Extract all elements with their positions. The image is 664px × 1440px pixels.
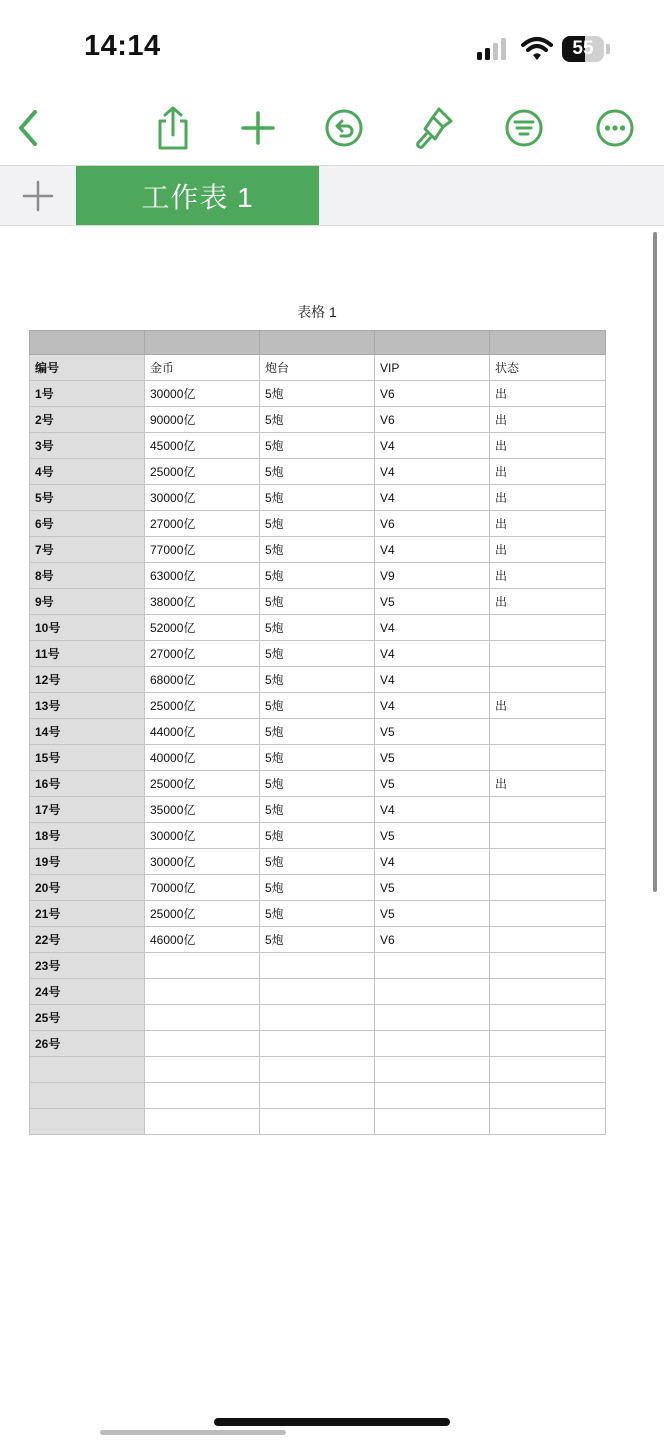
row-header-cell[interactable]: 18号 [30, 823, 145, 849]
table-cell[interactable]: V4 [375, 433, 490, 459]
table-cell[interactable]: V4 [375, 693, 490, 719]
row-header-cell[interactable]: 2号 [30, 407, 145, 433]
table-row[interactable] [30, 381, 606, 407]
table-cell[interactable]: 出 [490, 433, 606, 459]
add-button[interactable] [230, 95, 286, 161]
battery-indicator [562, 36, 610, 62]
table-row[interactable] [30, 719, 606, 745]
table-cell[interactable]: 出 [490, 693, 606, 719]
table-row[interactable] [30, 537, 606, 563]
table-cell[interactable]: 5炮 [260, 771, 375, 797]
table-cell[interactable]: V5 [375, 823, 490, 849]
format-button[interactable] [406, 95, 462, 161]
table-cell[interactable] [490, 745, 606, 771]
share-icon [153, 105, 193, 151]
table-row[interactable] [30, 563, 606, 589]
table-row[interactable] [30, 849, 606, 875]
table-cell[interactable]: 77000亿 [145, 537, 260, 563]
table-cell[interactable]: 30000亿 [145, 485, 260, 511]
table-row[interactable] [30, 901, 606, 927]
table-cell[interactable]: V4 [375, 849, 490, 875]
share-button[interactable] [145, 95, 201, 161]
table-cell[interactable]: 出 [490, 511, 606, 537]
header-cell[interactable]: 状态 [490, 355, 606, 381]
table-cell[interactable] [260, 1005, 375, 1031]
table-cell[interactable] [260, 1083, 375, 1109]
table-cell[interactable]: 35000亿 [145, 797, 260, 823]
table-cell[interactable]: 出 [490, 563, 606, 589]
table-row[interactable] [30, 1057, 606, 1083]
table-cell[interactable]: 25000亿 [145, 771, 260, 797]
row-header-cell[interactable]: 8号 [30, 563, 145, 589]
column-header[interactable] [260, 331, 375, 355]
table-cell[interactable] [145, 1109, 260, 1135]
table-row[interactable] [30, 433, 606, 459]
table-cell[interactable]: 70000亿 [145, 875, 260, 901]
row-header-cell[interactable]: 1号 [30, 381, 145, 407]
table-row[interactable] [30, 641, 606, 667]
row-header-cell[interactable]: 9号 [30, 589, 145, 615]
row-header-cell[interactable]: 10号 [30, 615, 145, 641]
table-cell[interactable] [375, 953, 490, 979]
table-cell[interactable]: 5炮 [260, 745, 375, 771]
table-cell[interactable]: 出 [490, 589, 606, 615]
table-cell[interactable] [490, 1057, 606, 1083]
table-cell[interactable] [490, 615, 606, 641]
table-cell[interactable] [260, 1031, 375, 1057]
table-cell[interactable]: 5炮 [260, 433, 375, 459]
tab-sheet-1[interactable]: 工作表 1 [76, 166, 319, 225]
table-cell[interactable] [490, 1005, 606, 1031]
table-cell[interactable]: 5炮 [260, 589, 375, 615]
table-cell[interactable] [145, 979, 260, 1005]
table-cell[interactable]: 5炮 [260, 537, 375, 563]
table-row[interactable] [30, 407, 606, 433]
row-header-cell[interactable] [30, 1057, 145, 1083]
table-cell[interactable]: V4 [375, 615, 490, 641]
table-cell[interactable]: 5炮 [260, 381, 375, 407]
table-cell[interactable]: 5炮 [260, 615, 375, 641]
table-cell[interactable]: 5炮 [260, 641, 375, 667]
table-cell[interactable]: V5 [375, 771, 490, 797]
table-cell[interactable]: 出 [490, 771, 606, 797]
table-cell[interactable]: 90000亿 [145, 407, 260, 433]
table-cell[interactable] [490, 1083, 606, 1109]
table-cell[interactable]: 5炮 [260, 849, 375, 875]
table-cell[interactable]: 5炮 [260, 407, 375, 433]
table-cell[interactable]: V4 [375, 641, 490, 667]
organize-filter-icon [504, 108, 544, 148]
table-cell[interactable]: 5炮 [260, 563, 375, 589]
table-row[interactable] [30, 1083, 606, 1109]
table-title: 表格 1 [297, 304, 337, 320]
table-cell[interactable]: 68000亿 [145, 667, 260, 693]
table-cell[interactable] [375, 1109, 490, 1135]
table-row[interactable] [30, 979, 606, 1005]
row-header-cell[interactable] [30, 1083, 145, 1109]
row-header-cell[interactable]: 20号 [30, 875, 145, 901]
sheet-tab-bar [0, 166, 664, 226]
table-cell[interactable]: 5炮 [260, 719, 375, 745]
table-cell[interactable] [490, 641, 606, 667]
table-cell[interactable]: V9 [375, 563, 490, 589]
table-row[interactable] [30, 797, 606, 823]
horizontal-scrollbar [100, 1430, 286, 1435]
header-cell[interactable]: 编号 [30, 355, 145, 381]
row-header-cell[interactable]: 19号 [30, 849, 145, 875]
table-cell[interactable] [145, 1005, 260, 1031]
home-indicator [214, 1418, 450, 1426]
table-cell[interactable] [490, 719, 606, 745]
row-header-cell[interactable]: 25号 [30, 1005, 145, 1031]
table-cell[interactable] [375, 1057, 490, 1083]
table-cell[interactable]: 5炮 [260, 797, 375, 823]
table-cell[interactable]: 5炮 [260, 875, 375, 901]
row-header-cell[interactable]: 3号 [30, 433, 145, 459]
table-row[interactable] [30, 485, 606, 511]
table-cell[interactable]: 5炮 [260, 927, 375, 953]
table-cell[interactable]: 5炮 [260, 667, 375, 693]
row-header-cell[interactable]: 21号 [30, 901, 145, 927]
back-chevron-icon [15, 108, 41, 148]
table-cell[interactable]: 出 [490, 459, 606, 485]
table-cell[interactable]: 40000亿 [145, 745, 260, 771]
table-cell[interactable]: V4 [375, 537, 490, 563]
table-row[interactable] [30, 927, 606, 953]
row-header-cell[interactable]: 13号 [30, 693, 145, 719]
table-cell[interactable] [145, 1057, 260, 1083]
table-cell[interactable]: V5 [375, 901, 490, 927]
header-cell[interactable]: VIP [375, 355, 490, 381]
table-cell[interactable]: 46000亿 [145, 927, 260, 953]
header-cell[interactable]: 金币 [145, 355, 260, 381]
more-icon [595, 108, 635, 148]
table-cell[interactable]: 30000亿 [145, 381, 260, 407]
table-cell[interactable]: 44000亿 [145, 719, 260, 745]
table-row[interactable] [30, 771, 606, 797]
table-cell[interactable]: V5 [375, 719, 490, 745]
vertical-scrollbar[interactable] [653, 232, 657, 892]
column-header[interactable] [145, 331, 260, 355]
table-cell[interactable]: 5炮 [260, 693, 375, 719]
back-button[interactable] [0, 95, 56, 161]
cellular-signal-icon [477, 38, 509, 60]
table-cell[interactable]: 5炮 [260, 459, 375, 485]
table-row[interactable] [30, 511, 606, 537]
table-row[interactable] [30, 1031, 606, 1057]
row-header-cell[interactable]: 11号 [30, 641, 145, 667]
table-cell[interactable]: 5炮 [260, 823, 375, 849]
table-cell[interactable] [260, 1057, 375, 1083]
table-cell[interactable] [145, 953, 260, 979]
table-cell[interactable]: 52000亿 [145, 615, 260, 641]
table-cell[interactable] [375, 1031, 490, 1057]
row-header-cell[interactable]: 17号 [30, 797, 145, 823]
table-cell[interactable]: V4 [375, 797, 490, 823]
wifi-icon [521, 36, 553, 62]
table-cell[interactable]: 30000亿 [145, 823, 260, 849]
row-header-cell[interactable]: 14号 [30, 719, 145, 745]
table-row[interactable] [30, 1005, 606, 1031]
table-cell[interactable] [490, 823, 606, 849]
row-header-cell[interactable]: 4号 [30, 459, 145, 485]
table-cell[interactable] [260, 953, 375, 979]
table-cell[interactable]: V5 [375, 875, 490, 901]
table-cell[interactable]: 27000亿 [145, 511, 260, 537]
table-cell[interactable]: V4 [375, 459, 490, 485]
table-cell[interactable]: 27000亿 [145, 641, 260, 667]
row-header-cell[interactable]: 12号 [30, 667, 145, 693]
status-bar [0, 0, 664, 95]
table-cell[interactable]: V6 [375, 511, 490, 537]
table-row[interactable] [30, 459, 606, 485]
row-header-cell[interactable]: 22号 [30, 927, 145, 953]
row-header-cell[interactable]: 7号 [30, 537, 145, 563]
table-cell[interactable] [490, 797, 606, 823]
row-header-cell[interactable]: 16号 [30, 771, 145, 797]
row-header-cell[interactable]: 5号 [30, 485, 145, 511]
table-row[interactable] [30, 1109, 606, 1135]
table-header-row[interactable] [30, 355, 606, 381]
table-cell[interactable] [375, 1005, 490, 1031]
table-cell[interactable] [490, 1109, 606, 1135]
table-cell[interactable]: 出 [490, 537, 606, 563]
table-row[interactable] [30, 589, 606, 615]
table-cell[interactable] [145, 1031, 260, 1057]
table-cell[interactable] [490, 849, 606, 875]
spreadsheet-table[interactable] [29, 330, 606, 1135]
add-sheet-button[interactable] [0, 166, 76, 225]
table-cell[interactable] [490, 953, 606, 979]
row-header-cell[interactable]: 15号 [30, 745, 145, 771]
table-row[interactable] [30, 953, 606, 979]
table-cell[interactable] [375, 979, 490, 1005]
table-cell[interactable]: 25000亿 [145, 459, 260, 485]
table-cell[interactable]: 25000亿 [145, 693, 260, 719]
table-row[interactable] [30, 823, 606, 849]
table-cell[interactable] [375, 1083, 490, 1109]
table-cell[interactable] [490, 901, 606, 927]
table-cell[interactable]: V5 [375, 589, 490, 615]
toolbar [0, 95, 664, 165]
undo-icon [324, 108, 364, 148]
column-header[interactable] [30, 331, 145, 355]
table-cell[interactable] [490, 1031, 606, 1057]
table-row[interactable] [30, 875, 606, 901]
table-cell[interactable] [490, 667, 606, 693]
status-time: 14:14 [84, 30, 161, 62]
table-cell[interactable]: 5炮 [260, 511, 375, 537]
column-header-row[interactable] [30, 331, 606, 355]
row-header-cell[interactable]: 6号 [30, 511, 145, 537]
table-cell[interactable] [490, 875, 606, 901]
format-brush-icon [413, 105, 455, 151]
add-icon [240, 110, 276, 146]
table-cell[interactable]: V5 [375, 745, 490, 771]
table-cell[interactable]: 30000亿 [145, 849, 260, 875]
column-header[interactable] [375, 331, 490, 355]
table-cell[interactable] [260, 1109, 375, 1135]
column-header[interactable] [490, 331, 606, 355]
table-cell[interactable]: 45000亿 [145, 433, 260, 459]
row-header-cell[interactable]: 26号 [30, 1031, 145, 1057]
table-cell[interactable] [490, 927, 606, 953]
battery-percent: 55 [572, 38, 594, 59]
table-cell[interactable]: 63000亿 [145, 563, 260, 589]
table-cell[interactable]: 38000亿 [145, 589, 260, 615]
row-header-cell[interactable] [30, 1109, 145, 1135]
organize-button[interactable] [496, 95, 552, 161]
row-header-cell[interactable]: 23号 [30, 953, 145, 979]
plus-icon [22, 180, 54, 212]
undo-button[interactable] [316, 95, 372, 161]
row-header-cell[interactable]: 24号 [30, 979, 145, 1005]
table-cell[interactable]: 出 [490, 407, 606, 433]
header-cell[interactable]: 炮台 [260, 355, 375, 381]
table-cell[interactable] [490, 979, 606, 1005]
table-row[interactable] [30, 693, 606, 719]
table-cell[interactable]: 出 [490, 381, 606, 407]
table-cell[interactable]: 5炮 [260, 901, 375, 927]
table-cell[interactable]: 5炮 [260, 485, 375, 511]
table-cell[interactable]: 25000亿 [145, 901, 260, 927]
table-cell[interactable]: V6 [375, 381, 490, 407]
table-cell[interactable]: V4 [375, 667, 490, 693]
table-row[interactable] [30, 615, 606, 641]
table-row[interactable] [30, 667, 606, 693]
table-cell[interactable] [145, 1083, 260, 1109]
table-row[interactable] [30, 745, 606, 771]
more-button[interactable] [587, 95, 643, 161]
table-cell[interactable]: 出 [490, 485, 606, 511]
table-cell[interactable]: V4 [375, 485, 490, 511]
table-cell[interactable]: V6 [375, 407, 490, 433]
table-cell[interactable]: V6 [375, 927, 490, 953]
table-cell[interactable] [260, 979, 375, 1005]
